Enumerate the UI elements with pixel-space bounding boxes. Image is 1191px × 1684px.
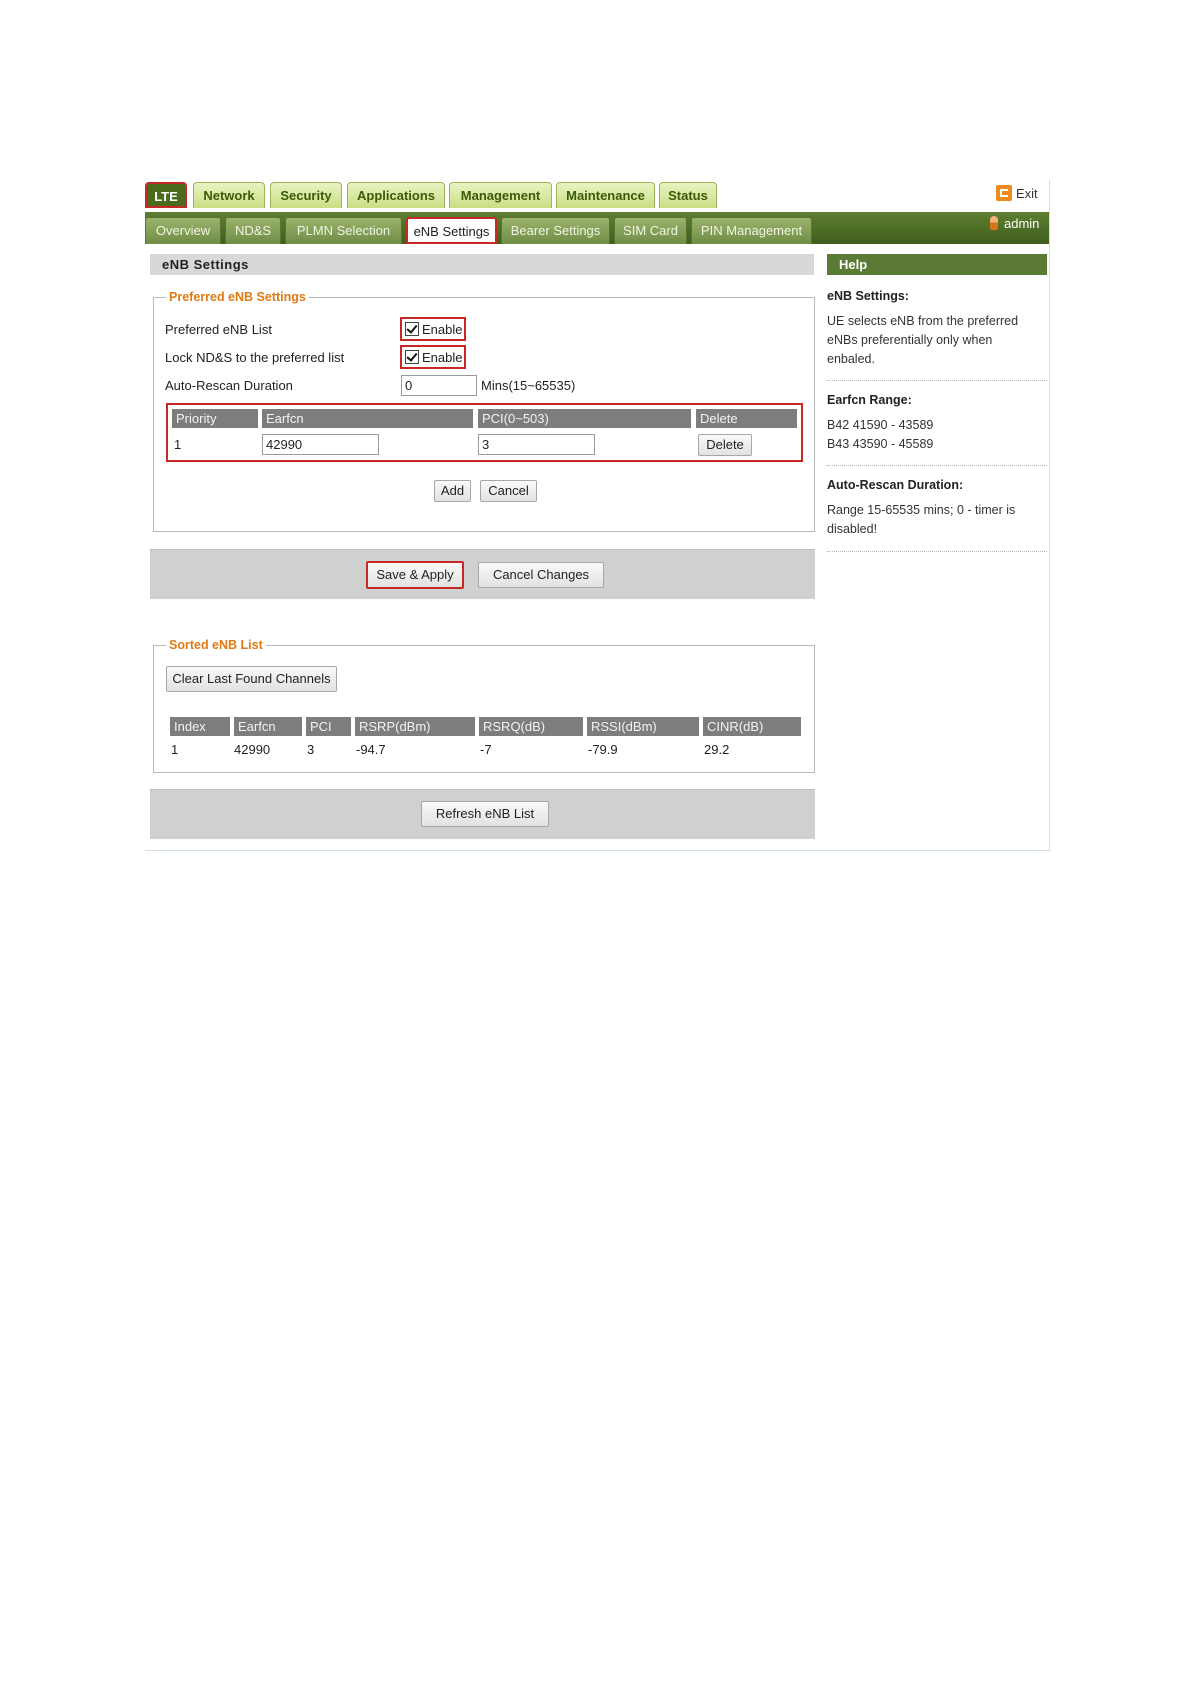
preferred-enb-table [166,403,803,462]
subtab-bearer-settings[interactable]: Bearer Settings [501,217,610,244]
lock-nds-label: Lock ND&S to the preferred list [165,350,345,365]
preferred-list-enable-checkbox[interactable] [400,317,466,341]
col-rssi: RSSI(dBm) [587,717,699,736]
preferred-list-enable-label: Enable [422,322,463,337]
checkbox-checked-icon [405,322,419,336]
cell-rsrp: -94.7 [356,742,386,757]
col-cinr: CINR(dB) [703,717,801,736]
col-rsrq: RSRQ(dB) [479,717,583,736]
auto-rescan-label: Auto-Rescan Duration [165,378,293,393]
pci-input[interactable]: 3 [478,434,595,455]
cancel-button[interactable]: Cancel [480,480,537,502]
subtab-overview[interactable]: Overview [145,217,221,244]
help-divider [827,551,1047,552]
col-sorted-earfcn: Earfcn [234,717,302,736]
tab-network[interactable]: Network [193,182,265,208]
page-title: eNB Settings [150,254,814,275]
cell-index: 1 [171,742,179,757]
lock-nds-enable-checkbox[interactable] [400,345,466,369]
col-delete: Delete [696,409,797,428]
auto-rescan-input[interactable]: 0 [401,375,477,396]
tab-lte[interactable]: LTE [145,182,187,208]
exit-link[interactable] [996,184,1038,204]
help-divider [827,465,1047,466]
subtab-pin-management[interactable]: PIN Management [691,217,812,244]
tab-security[interactable]: Security [270,182,342,208]
refresh-enb-list-button[interactable]: Refresh eNB List [421,801,549,827]
help-earfcn-heading: Earfcn Range: [827,393,912,407]
cell-cinr: 29.2 [704,742,730,757]
user-indicator [990,214,1039,234]
earfcn-input[interactable]: 42990 [262,434,379,455]
cell-earfcn: 42990 [234,742,271,757]
tab-status[interactable]: Status [659,182,717,208]
col-sorted-pci: PCI [306,717,351,736]
help-enb-text: UE selects eNB from the preferred eNBs preferentially only when enbaled. [827,314,1019,366]
subtab-plmn-selection[interactable]: PLMN Selection [285,217,402,244]
col-earfcn: Earfcn [262,409,473,428]
user-name: admin [1004,216,1040,231]
delete-row-button[interactable]: Delete [698,434,752,456]
sub-tab-bar [145,212,1049,244]
tab-management[interactable]: Management [449,182,552,208]
col-priority: Priority [172,409,258,428]
col-pci: PCI(0~503) [478,409,691,428]
auto-rescan-unit: Mins(15~65535) [481,378,576,393]
preferred-list-label: Preferred eNB List [165,322,272,337]
tab-maintenance[interactable]: Maintenance [556,182,655,208]
tab-applications[interactable]: Applications [347,182,445,208]
save-apply-button[interactable]: Save & Apply [366,561,464,589]
help-enb-heading: eNB Settings: [827,289,909,303]
col-index: Index [170,717,230,736]
cell-rssi: -79.9 [588,742,618,757]
cancel-changes-button[interactable]: Cancel Changes [478,562,604,588]
exit-label: Exit [1016,186,1038,201]
subtab-enb-settings[interactable]: eNB Settings [406,217,497,244]
help-earfcn-b43: B43 43590 - 45589 [827,437,934,451]
user-icon [990,216,998,230]
row-priority: 1 [174,437,182,452]
lock-nds-enable-label: Enable [422,350,463,365]
checkbox-checked-icon [405,350,419,364]
help-earfcn-b42: B42 41590 - 43589 [827,418,934,432]
help-rescan-text: Range 15-65535 mins; 0 - timer is disabled! [827,503,1016,536]
cell-pci: 3 [307,742,315,757]
subtab-sim-card[interactable]: SIM Card [614,217,687,244]
clear-channels-button[interactable]: Clear Last Found Channels [166,666,337,692]
col-rsrp: RSRP(dBm) [355,717,475,736]
help-title: Help [827,254,1047,275]
exit-icon [996,185,1012,201]
help-divider [827,380,1047,381]
subtab-nds[interactable]: ND&S [225,217,281,244]
sorted-enb-legend: Sorted eNB List [169,638,263,652]
add-button[interactable]: Add [434,480,471,502]
preferred-enb-legend: Preferred eNB Settings [169,290,306,304]
cell-rsrq: -7 [480,742,492,757]
help-rescan-heading: Auto-Rescan Duration: [827,478,964,492]
